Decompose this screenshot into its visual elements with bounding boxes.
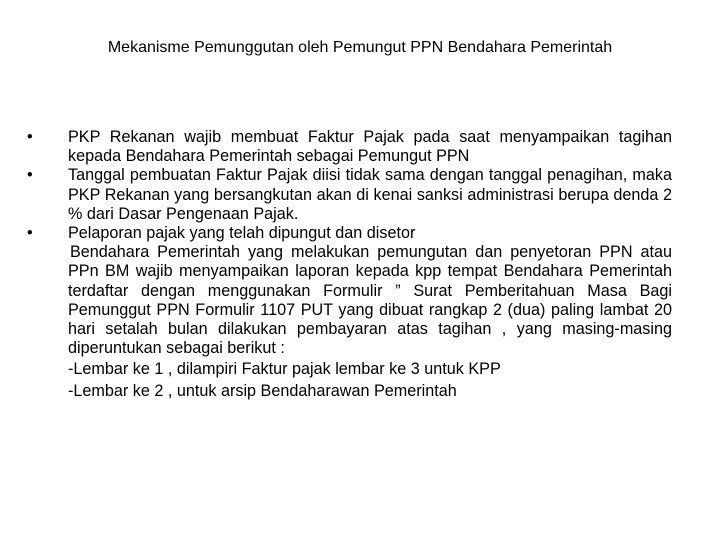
sheet-line-2: -Lembar ke 2 , untuk arsip Bendaharawan Pemerintah	[68, 381, 457, 400]
bullet-item	[24, 224, 672, 243]
bullet-marker: •	[27, 166, 33, 185]
slide-title: Mekanisme Pemunggutan oleh Pemungut PPN Bendahara Pemerintah	[107, 39, 613, 56]
bullet-text: Pelaporan pajak yang telah dipungut dan disetor	[68, 224, 416, 243]
bullet-item	[24, 166, 672, 224]
sheet-line-1: -Lembar ke 1 , dilampiri Faktur pajak lembar ke 3 untuk KPP	[68, 360, 501, 379]
continuation-paragraph: Bendahara Pemerintah yang melakukan pemungutan dan penyetoran PPN atau PPn BM wajib menyampaikan laporan kepada kpp tempat Bendahara Pemerintah terdaftar dengan menggunakan Formulir ” Surat Pemberitahuan Masa Bagi Pemunggut PPN Formulir 1107 PUT yang dibuat rangkap 2 (dua) paling lambat 20 hari setalah bulan dilakukan pembayaran atas tagihan , yang masing-masing diperuntukan sebagai berikut :	[68, 243, 672, 358]
slide-body	[24, 128, 672, 401]
bullet-text: PKP Rekanan wajib membuat Faktur Pajak pada saat menyampaikan tagihan kepada Bendahara Pemerintah sebagai Pemungut PPN	[68, 128, 672, 166]
bullet-text: Tanggal pembuatan Faktur Pajak diisi tidak sama dengan tanggal penagihan, maka PKP Rekanan yang bersangkutan akan di kenai sanksi administrasi berupa denda 2 % dari Dasar Pengenaan Pajak.	[68, 166, 672, 223]
bullet-item	[24, 128, 672, 166]
bullet-marker: •	[27, 224, 33, 243]
bullet-marker: •	[27, 128, 33, 146]
